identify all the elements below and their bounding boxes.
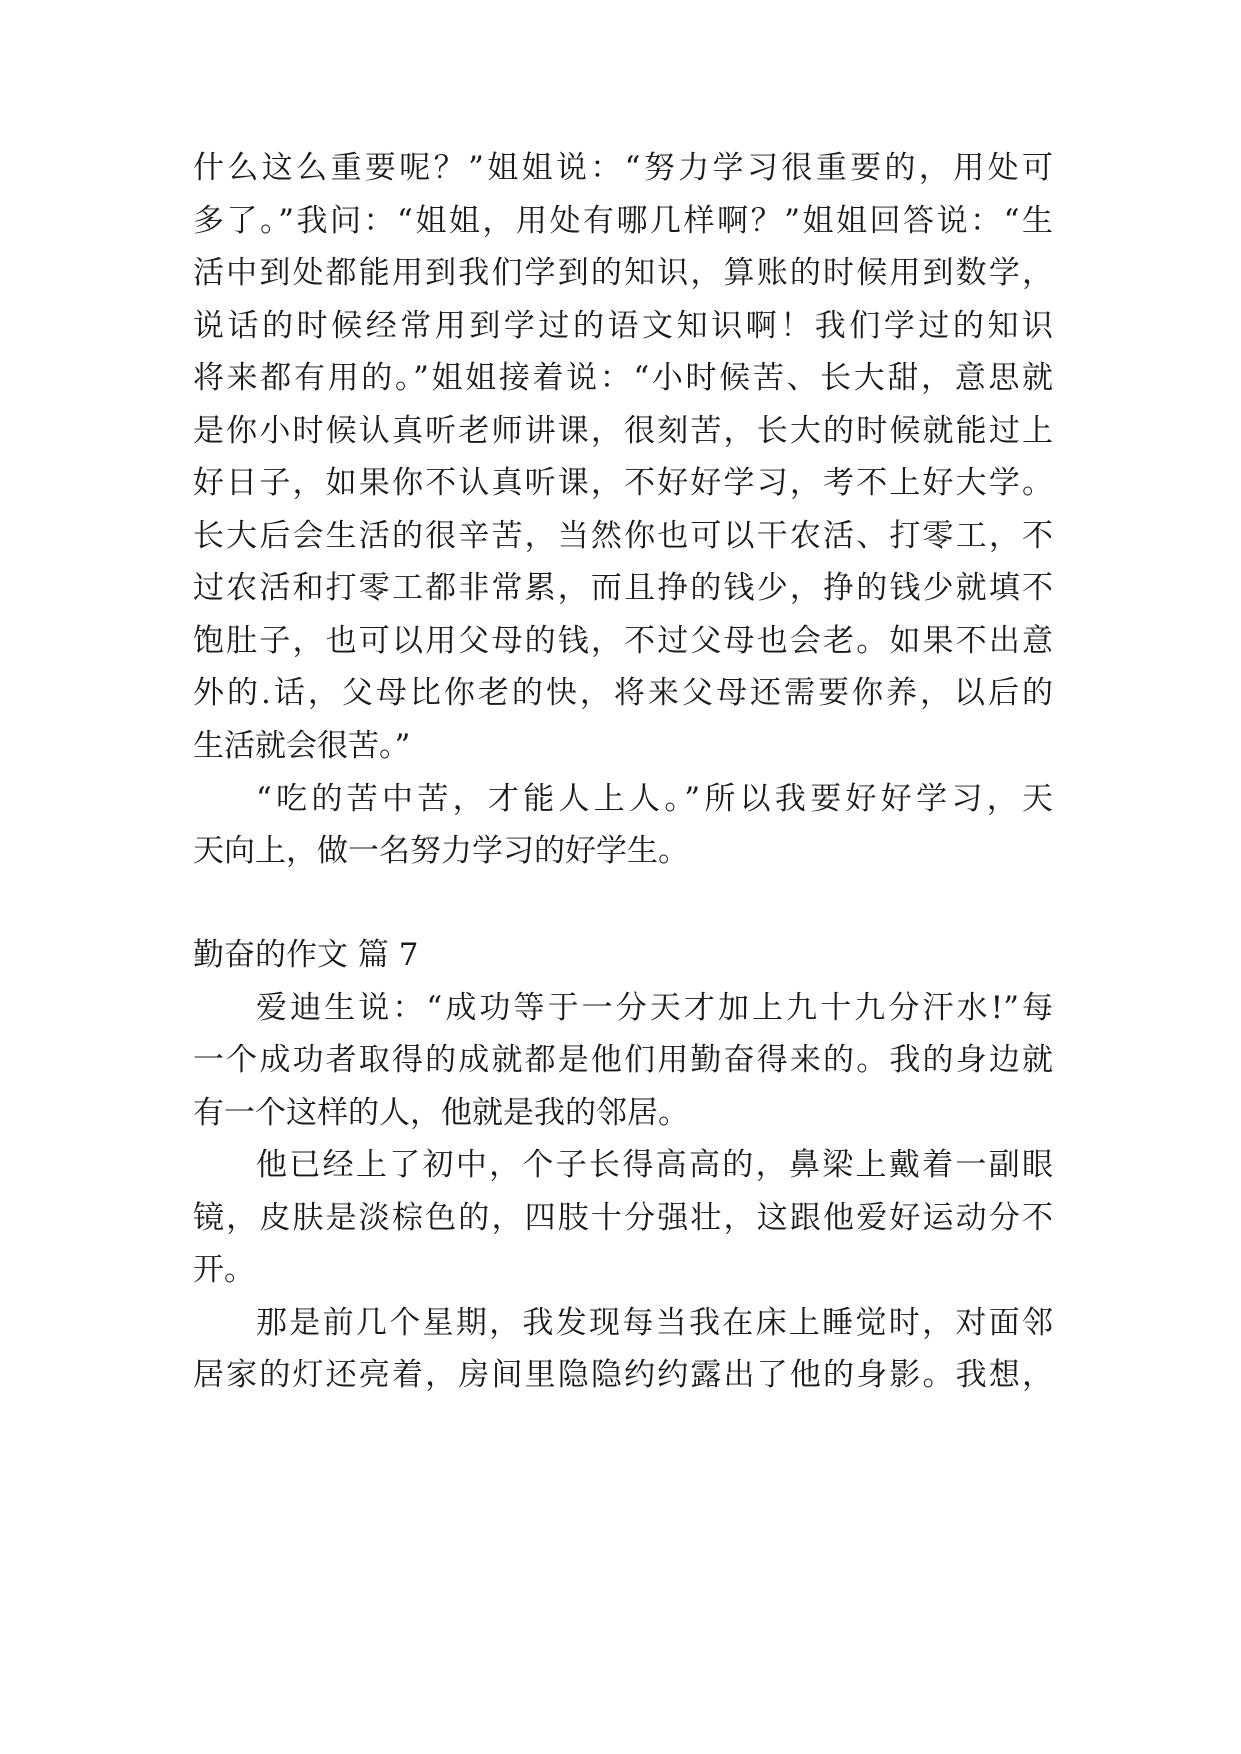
text-line: 天向上，做一名努力学习的好学生。 — [193, 833, 689, 869]
text-line: 居家的灯还亮着，房间里隐隐约约露出了他的身影。我想， — [193, 1357, 1053, 1393]
text-line: 有一个这样的人，他就是我的邻居。 — [193, 1095, 689, 1131]
text-line: 饱肚子，也可以用父母的钱，不过父母也会老。如果不出意 — [193, 623, 1053, 659]
text-line: 生活就会很苦。” — [193, 728, 411, 764]
text-line: 长大后会生活的很辛苦，当然你也可以干农活、打零工，不 — [193, 518, 1053, 554]
text-line: 开。 — [193, 1252, 255, 1288]
text-line: 将来都有用的。”姐姐接着说：“小时候苦、长大甜，意思就 — [193, 360, 1053, 396]
text-line: 活中到处都能用到我们学到的知识，算账的时候用到数学， — [193, 255, 1053, 291]
text-line: 外的.话，父母比你老的快，将来父母还需要你养，以后的 — [193, 675, 1053, 711]
text-line: 那是前几个星期，我发现每当我在床上睡觉时，对面邻 — [256, 1305, 1053, 1341]
text-line: 说话的时候经常用到学过的语文知识啊！我们学过的知识 — [193, 308, 1053, 344]
text-line: 过农活和打零工都非常累，而且挣的钱少，挣的钱少就填不 — [193, 570, 1053, 606]
text-line: 他已经上了初中，个子长得高高的，鼻梁上戴着一副眼 — [256, 1147, 1053, 1183]
text-line: 爱迪生说：“成功等于一分天才加上九十九分汗水!”每 — [256, 990, 1053, 1026]
text-line: 多了。”我问：“姐姐，用处有哪几样啊？”姐姐回答说：“生 — [193, 203, 1053, 239]
text-line: “吃的苦中苦，才能人上人。”所以我要好好学习，天 — [256, 781, 1053, 817]
text-line: 镜，皮肤是淡棕色的，四肢十分强壮，这跟他爱好运动分不 — [193, 1200, 1053, 1236]
text-line: 一个成功者取得的成就都是他们用勤奋得来的。我的身边就 — [193, 1042, 1053, 1078]
text-line: 是你小时候认真听老师讲课，很刻苦，长大的时候就能过上 — [193, 413, 1053, 449]
text-line: 好日子，如果你不认真听课，不好好学习，考不上好大学。 — [193, 465, 1053, 501]
section-heading: 勤奋的作文 篇 7 — [193, 937, 419, 973]
text-line: 什么这么重要呢？”姐姐说：“努力学习很重要的，用处可 — [193, 150, 1053, 186]
